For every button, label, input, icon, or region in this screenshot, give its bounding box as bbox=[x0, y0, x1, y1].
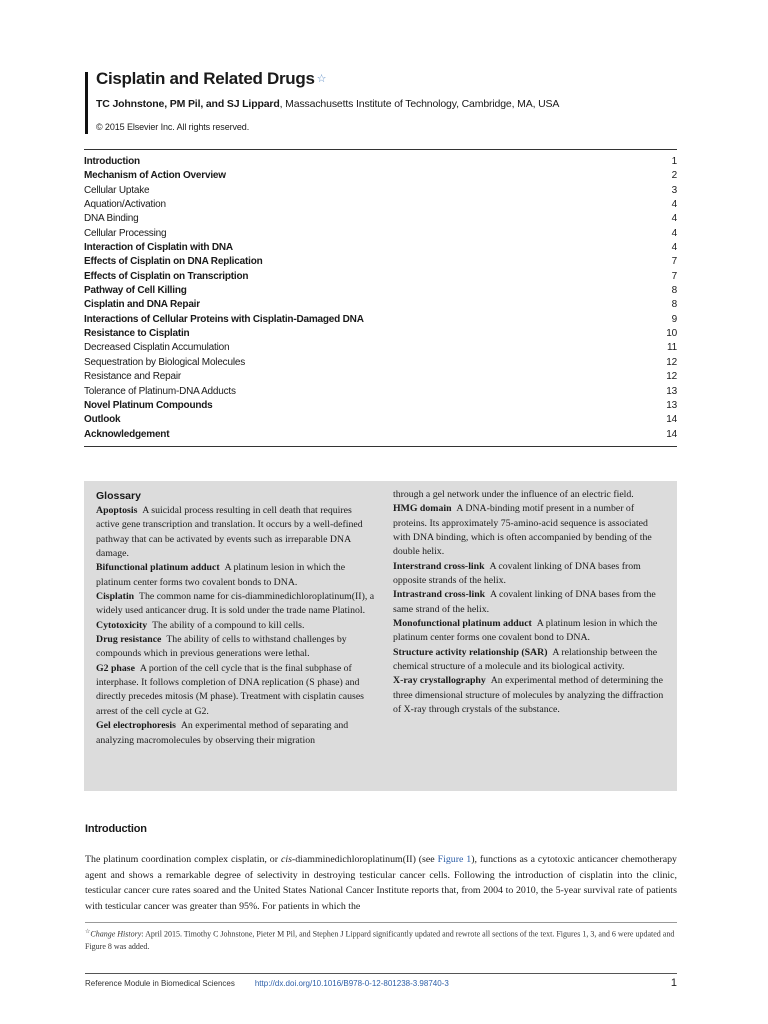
toc-label[interactable]: Sequestration by Biological Molecules bbox=[84, 356, 246, 368]
toc-page-number: 14 bbox=[666, 428, 677, 440]
glossary-box bbox=[84, 481, 677, 791]
glossary-term: HMG domain bbox=[393, 503, 452, 515]
toc-row[interactable] bbox=[84, 241, 677, 255]
toc-row[interactable] bbox=[84, 227, 677, 241]
glossary-definition: A platinum lesion in which the platinum center forms two covalent bonds to DNA. bbox=[96, 562, 346, 588]
toc-row[interactable] bbox=[84, 385, 677, 399]
glossary-term: Monofunctional platinum adduct bbox=[393, 618, 532, 630]
glossary-term: Drug resistance bbox=[96, 634, 162, 646]
toc-row[interactable] bbox=[84, 284, 677, 298]
glossary-entry bbox=[96, 561, 377, 590]
toc-page-number: 9 bbox=[671, 313, 677, 325]
article-title bbox=[96, 68, 685, 90]
glossary-entry bbox=[393, 502, 665, 559]
glossary-term: G2 phase bbox=[96, 662, 135, 674]
intro-text-part: ), functions as a cytotoxic anticancer chemotherapy agent and shows a remarkable degree of selectivity in destroying testicular cancer cells. Following the introduction of cisplatin into the clinic, testicular cancer cure rates soared and the United States National Cancer Institute reports that, from 2004 to 2010, the 5-year survival rate of patients with testicular cancer was greater than 95%. For patients in which the bbox=[85, 854, 677, 913]
toc-label[interactable]: Resistance to Cisplatin bbox=[84, 328, 190, 340]
glossary-entry bbox=[96, 619, 377, 633]
toc-label[interactable]: Pathway of Cell Killing bbox=[84, 285, 187, 297]
toc-row[interactable] bbox=[84, 356, 677, 370]
toc-page-number: 4 bbox=[671, 199, 677, 211]
glossary-term: X-ray crystallography bbox=[393, 675, 486, 687]
glossary-term: Intrastrand cross-link bbox=[393, 589, 486, 601]
glossary-entry bbox=[96, 590, 377, 619]
toc-row[interactable] bbox=[84, 370, 677, 384]
introduction-heading: Introduction bbox=[85, 823, 147, 835]
toc-row[interactable] bbox=[84, 212, 677, 226]
journal-name: Reference Module in Biomedical Sciences bbox=[85, 978, 235, 988]
glossary-entry bbox=[393, 588, 665, 617]
article-header bbox=[85, 68, 685, 133]
introduction-paragraph bbox=[85, 852, 677, 915]
toc-label[interactable]: DNA Binding bbox=[84, 213, 139, 225]
glossary-title: Glossary bbox=[96, 490, 141, 502]
glossary-definition: A suicidal process resulting in cell death that requires active gene transcription and translation. It occurs by a well-defined pathway that can be activated by events such as irreparable DNA damage. bbox=[96, 505, 363, 560]
footnote-label: Change History bbox=[90, 929, 142, 939]
footnote-star-icon: ☆ bbox=[85, 929, 91, 935]
glossary-term: Apoptosis bbox=[96, 505, 138, 516]
footer-divider bbox=[85, 973, 677, 974]
intro-text-part: -diamminedichloroplatinum(II) (see bbox=[291, 854, 438, 865]
article-title-text: Cisplatin and Related Drugs bbox=[96, 69, 315, 88]
glossary-term: Bifunctional platinum adduct bbox=[96, 562, 220, 574]
change-history-star-icon[interactable]: ☆ bbox=[316, 73, 327, 85]
toc-label[interactable]: Cisplatin and DNA Repair bbox=[84, 299, 200, 311]
glossary-definition: A covalent linking of DNA bases from the same strand of the helix. bbox=[393, 589, 656, 615]
glossary-definition: The ability of a compound to kill cells. bbox=[152, 619, 305, 631]
toc-page-number: 4 bbox=[671, 242, 677, 254]
toc-label[interactable]: Resistance and Repair bbox=[84, 371, 181, 383]
toc-page-number: 13 bbox=[666, 385, 677, 397]
glossary-term: Interstrand cross-link bbox=[393, 560, 485, 572]
glossary-definition: A platinum lesion in which the platinum center forms one covalent bond to DNA. bbox=[393, 618, 658, 644]
glossary-term: Cisplatin bbox=[96, 591, 135, 603]
toc-row[interactable] bbox=[84, 313, 677, 327]
toc-label[interactable]: Mechanism of Action Overview bbox=[84, 170, 226, 182]
toc-label[interactable]: Novel Platinum Compounds bbox=[84, 399, 213, 411]
glossary-continuation: through a gel network under the influence of an electric field. bbox=[393, 489, 634, 500]
toc-page-number: 13 bbox=[666, 399, 677, 411]
affiliation: , Massachusetts Institute of Technology, Cambridge, MA, USA bbox=[279, 98, 560, 110]
glossary-entry bbox=[96, 662, 377, 719]
glossary-definition: A relationship between the chemical structure of a molecule and its biological activity. bbox=[393, 646, 658, 673]
toc-page-number: 2 bbox=[671, 170, 677, 182]
toc-label[interactable]: Acknowledgement bbox=[84, 428, 170, 440]
footnote-text: : April 2015. Timothy C Johnstone, Pieter M Pil, and Stephen J Lippard significantly updated and rewrote all sections of the text. Figures 1, 3, and 6 were updated and Figure 8 was added. bbox=[85, 929, 675, 952]
glossary-term: Structure activity relationship (SAR) bbox=[393, 646, 548, 658]
toc-page-number: 7 bbox=[671, 256, 677, 268]
toc-page-number: 4 bbox=[671, 213, 677, 225]
table-of-contents bbox=[84, 149, 677, 447]
toc-row[interactable] bbox=[84, 270, 677, 284]
glossary-entry bbox=[393, 646, 665, 675]
intro-text-part: The platinum coordination complex cisplatin, or bbox=[85, 854, 281, 865]
toc-row[interactable] bbox=[84, 341, 677, 355]
toc-page-number: 12 bbox=[666, 371, 677, 383]
page-footer bbox=[85, 977, 677, 989]
toc-page-number: 3 bbox=[671, 184, 677, 196]
toc-label[interactable]: Introduction bbox=[84, 156, 140, 167]
figure-1-link[interactable]: Figure 1 bbox=[437, 854, 472, 865]
toc-label[interactable]: Cellular Processing bbox=[84, 227, 167, 239]
toc-page-number: 7 bbox=[671, 270, 677, 282]
toc-page-number: 8 bbox=[671, 285, 677, 297]
intro-italic-cis: cis bbox=[280, 854, 292, 865]
glossary-left-column bbox=[96, 489, 377, 748]
glossary-definition: A portion of the cell cycle that is the final subphase of interphase. It follows completion of DNA replication (S phase) and directly precedes mitosis (M phase). Treatment with cisplatin causes arrest of the cell cycle at G2. bbox=[96, 662, 364, 717]
page-number: 1 bbox=[670, 977, 677, 989]
toc-page-number: 10 bbox=[666, 328, 677, 340]
toc-label[interactable]: Outlook bbox=[84, 414, 121, 426]
header-accent-bar bbox=[85, 72, 88, 134]
toc-row[interactable] bbox=[84, 298, 677, 312]
toc-row[interactable] bbox=[84, 169, 677, 183]
toc-label[interactable]: Decreased Cisplatin Accumulation bbox=[84, 342, 230, 354]
toc-page-number: 12 bbox=[666, 356, 677, 368]
glossary-term: Gel electrophoresis bbox=[96, 720, 176, 732]
toc-row[interactable] bbox=[84, 399, 677, 413]
toc-label[interactable]: Cellular Uptake bbox=[84, 184, 150, 196]
glossary-definition: A DNA-binding motif present in a number of proteins. Its approximately 75-amino-acid sequence is associated with DNA binding, which is often accompanied by bending of the double helix. bbox=[393, 503, 652, 558]
doi-link[interactable]: http://dx.doi.org/10.1016/B978-0-12-801238-3.98740-3 bbox=[254, 978, 449, 988]
glossary-right-column bbox=[393, 488, 665, 748]
toc-label[interactable]: Tolerance of Platinum-DNA Adducts bbox=[84, 385, 236, 397]
toc-label[interactable]: Aquation/Activation bbox=[84, 199, 166, 211]
toc-page-number: 1 bbox=[671, 156, 677, 167]
glossary-entry bbox=[96, 719, 377, 748]
glossary-entry bbox=[393, 617, 665, 646]
change-history-footnote bbox=[85, 926, 677, 954]
toc-label[interactable]: Interactions of Cellular Proteins with Cisplatin-Damaged DNA bbox=[84, 313, 364, 325]
toc-row[interactable] bbox=[84, 327, 677, 341]
toc-page-number: 8 bbox=[671, 299, 677, 311]
glossary-entry bbox=[393, 674, 665, 717]
toc-page-number: 11 bbox=[667, 342, 677, 354]
toc-page-number: 4 bbox=[671, 227, 677, 239]
toc-row[interactable] bbox=[84, 413, 677, 427]
copyright: © 2015 Elsevier Inc. All rights reserved. bbox=[96, 122, 250, 132]
toc-row[interactable] bbox=[84, 255, 677, 269]
footnote-divider bbox=[85, 922, 677, 923]
author-line bbox=[96, 97, 685, 111]
toc-row[interactable] bbox=[84, 155, 677, 169]
glossary-entry bbox=[96, 504, 377, 561]
toc-row[interactable] bbox=[84, 428, 677, 442]
toc-label[interactable]: Effects of Cisplatin on DNA Replication bbox=[84, 256, 263, 268]
glossary-definition: The ability of cells to withstand challenges by compounds which in previous generations were lethal. bbox=[96, 634, 347, 660]
glossary-term: Cytotoxicity bbox=[96, 619, 148, 631]
glossary-definition: An experimental method of determining the three dimensional structure of molecules by analyzing the diffraction of X-ray through crystals of the substance. bbox=[393, 675, 664, 716]
glossary-definition: The common name for cis-diamminedichloroplatinum(II), a widely used anticancer drug. It is sold under the trade name Platinol. bbox=[96, 591, 375, 617]
toc-row[interactable] bbox=[84, 198, 677, 212]
toc-label[interactable]: Effects of Cisplatin on Transcription bbox=[84, 270, 249, 282]
toc-label[interactable]: Interaction of Cisplatin with DNA bbox=[84, 242, 233, 254]
glossary-entry bbox=[96, 633, 377, 662]
toc-page-number: 14 bbox=[666, 414, 677, 426]
glossary-entry bbox=[393, 560, 665, 589]
glossary-definition: An experimental method of separating and analyzing macromolecules by observing their migration bbox=[96, 720, 349, 746]
authors: TC Johnstone, PM Pil, and SJ Lippard bbox=[96, 98, 280, 110]
toc-row[interactable] bbox=[84, 184, 677, 198]
glossary-definition: A covalent linking of DNA bases from opposite strands of the helix. bbox=[393, 560, 641, 587]
